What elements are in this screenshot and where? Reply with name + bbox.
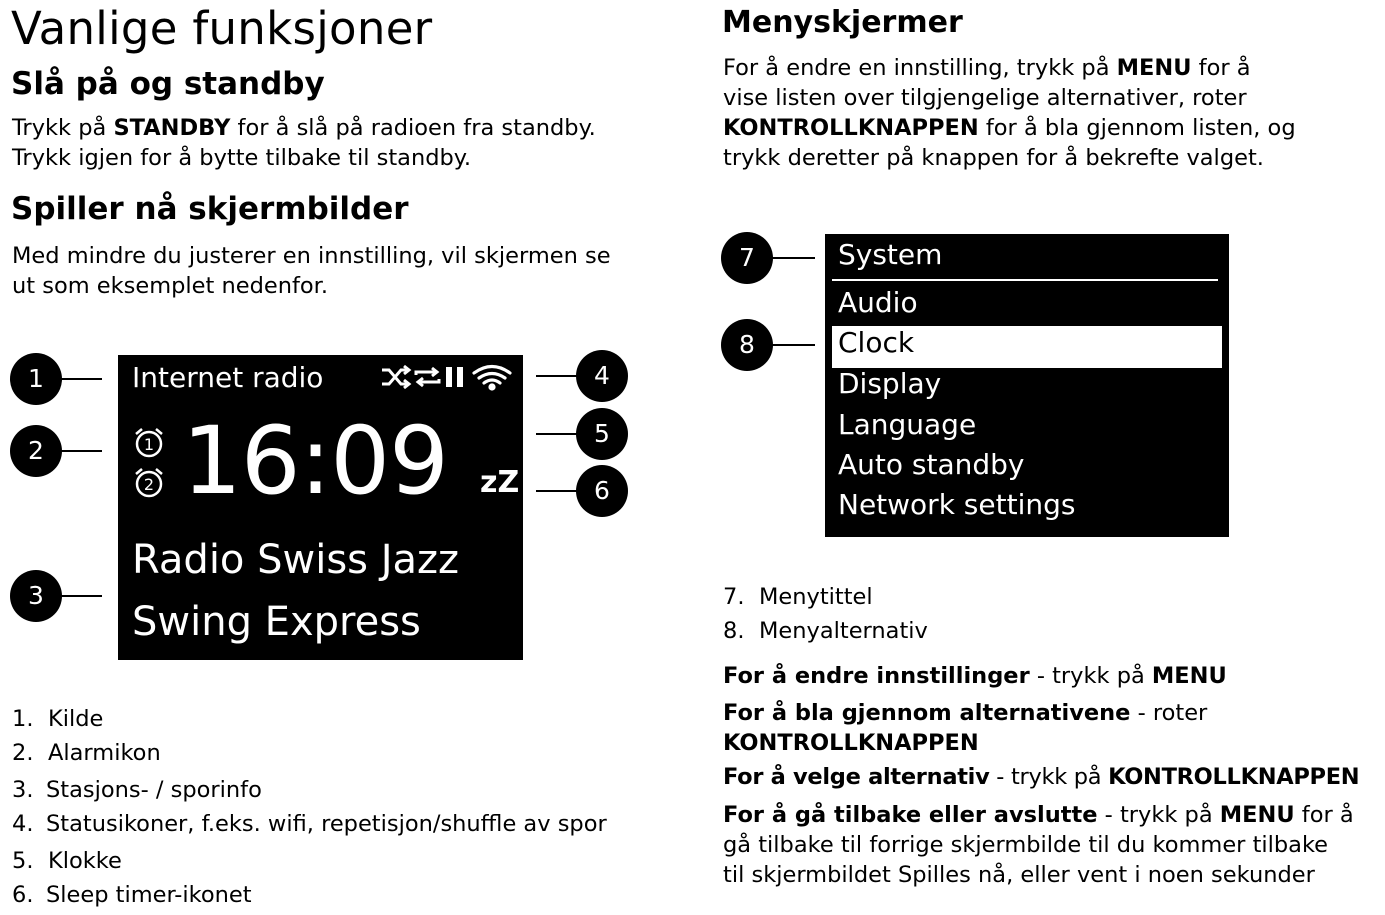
page-title: Vanlige funksjoner [11,2,433,55]
instruction-change-settings: For å endre innstillinger - trykk på MENU [723,663,1227,689]
menu-item-network-settings: Network settings [838,488,1076,521]
menu-legend [723,0,1323,700]
callout-6: 6 [576,465,628,517]
sleep-timer-icon: zZ [480,465,520,500]
menu-item-label: Clock [838,326,915,359]
clock-display: 16:09 [182,407,448,516]
callout-8: 8 [721,319,773,371]
list-item: 3. Stasjons- / sporinfo [12,777,262,803]
callout-4: 4 [576,350,628,402]
menu-item-audio: Audio [838,286,918,319]
callout-1: 1 [10,353,62,405]
menu-item-display: Display [838,367,942,400]
section-heading-menu: Menyskjermer [722,5,963,40]
list-item: 4. Statusikoner, f.eks. wifi, repetisjon/shuffle av spor [12,811,607,837]
section-heading-now-playing: Spiller nå skjermbilder [11,191,409,227]
station-name: Radio Swiss Jazz [132,537,460,583]
instruction-back-line3: til skjermbildet Spilles nå, eller vent i noen sekunder [723,862,1315,888]
list-item: 8. Menyalternativ [723,618,928,644]
instruction-back-line2: gå tilbake til forrige skjermbilde til du kommer tilbake [723,832,1329,858]
menu-item-auto-standby: Auto standby [838,448,1025,481]
track-name: Swing Express [132,599,421,645]
list-item: 2. Alarmikon [12,740,161,766]
now-playing-text-line2: ut som eksemplet nedenfor. [12,273,329,299]
instruction-back-line1: For å gå tilbake eller avslutte - trykk på MENU for å [723,802,1354,828]
instruction-browse-line2: KONTROLLKNAPPEN [723,730,979,756]
svg-text:2: 2 [143,475,155,494]
menu-item-language: Language [838,408,977,441]
callout-3: 3 [10,570,62,622]
power-text-line2: Trykk igjen for å bytte tilbake til standby. [12,145,472,171]
list-item: 5. Klokke [12,848,122,874]
now-playing-text-line1: Med mindre du justerer en innstilling, vil skjermen se [12,243,611,269]
list-item: 6. Sleep timer-ikonet [12,882,252,908]
list-item: 7. Menytittel [723,584,873,610]
menu-intro-line3: KONTROLLKNAPPEN for å bla gjennom listen, og [723,115,1296,141]
callout-5: 5 [576,408,628,460]
callout-2: 2 [10,425,62,477]
instruction-select: For å velge alternativ - trykk på KONTROLLKNAPPEN [723,764,1360,790]
source-label: Internet radio [132,361,324,394]
section-heading-power: Slå på og standby [11,66,325,102]
instruction-browse-line1: For å bla gjennom alternativene - roter [723,700,1208,726]
menu-intro-line2: vise listen over tilgjengelige alternativer, roter [723,85,1247,111]
svg-text:1: 1 [143,435,155,454]
menu-intro-line1: For å endre en innstilling, trykk på MENU for å [723,55,1251,81]
menu-intro-line4: trykk deretter på knappen for å bekrefte valget. [723,145,1264,171]
now-playing-legend [12,0,692,915]
menu-title: System [838,238,943,271]
power-text-line1: Trykk på STANDBY for å slå på radioen fra standby. [12,115,596,141]
list-item: 1. Kilde [12,706,104,732]
callout-7: 7 [721,232,773,284]
